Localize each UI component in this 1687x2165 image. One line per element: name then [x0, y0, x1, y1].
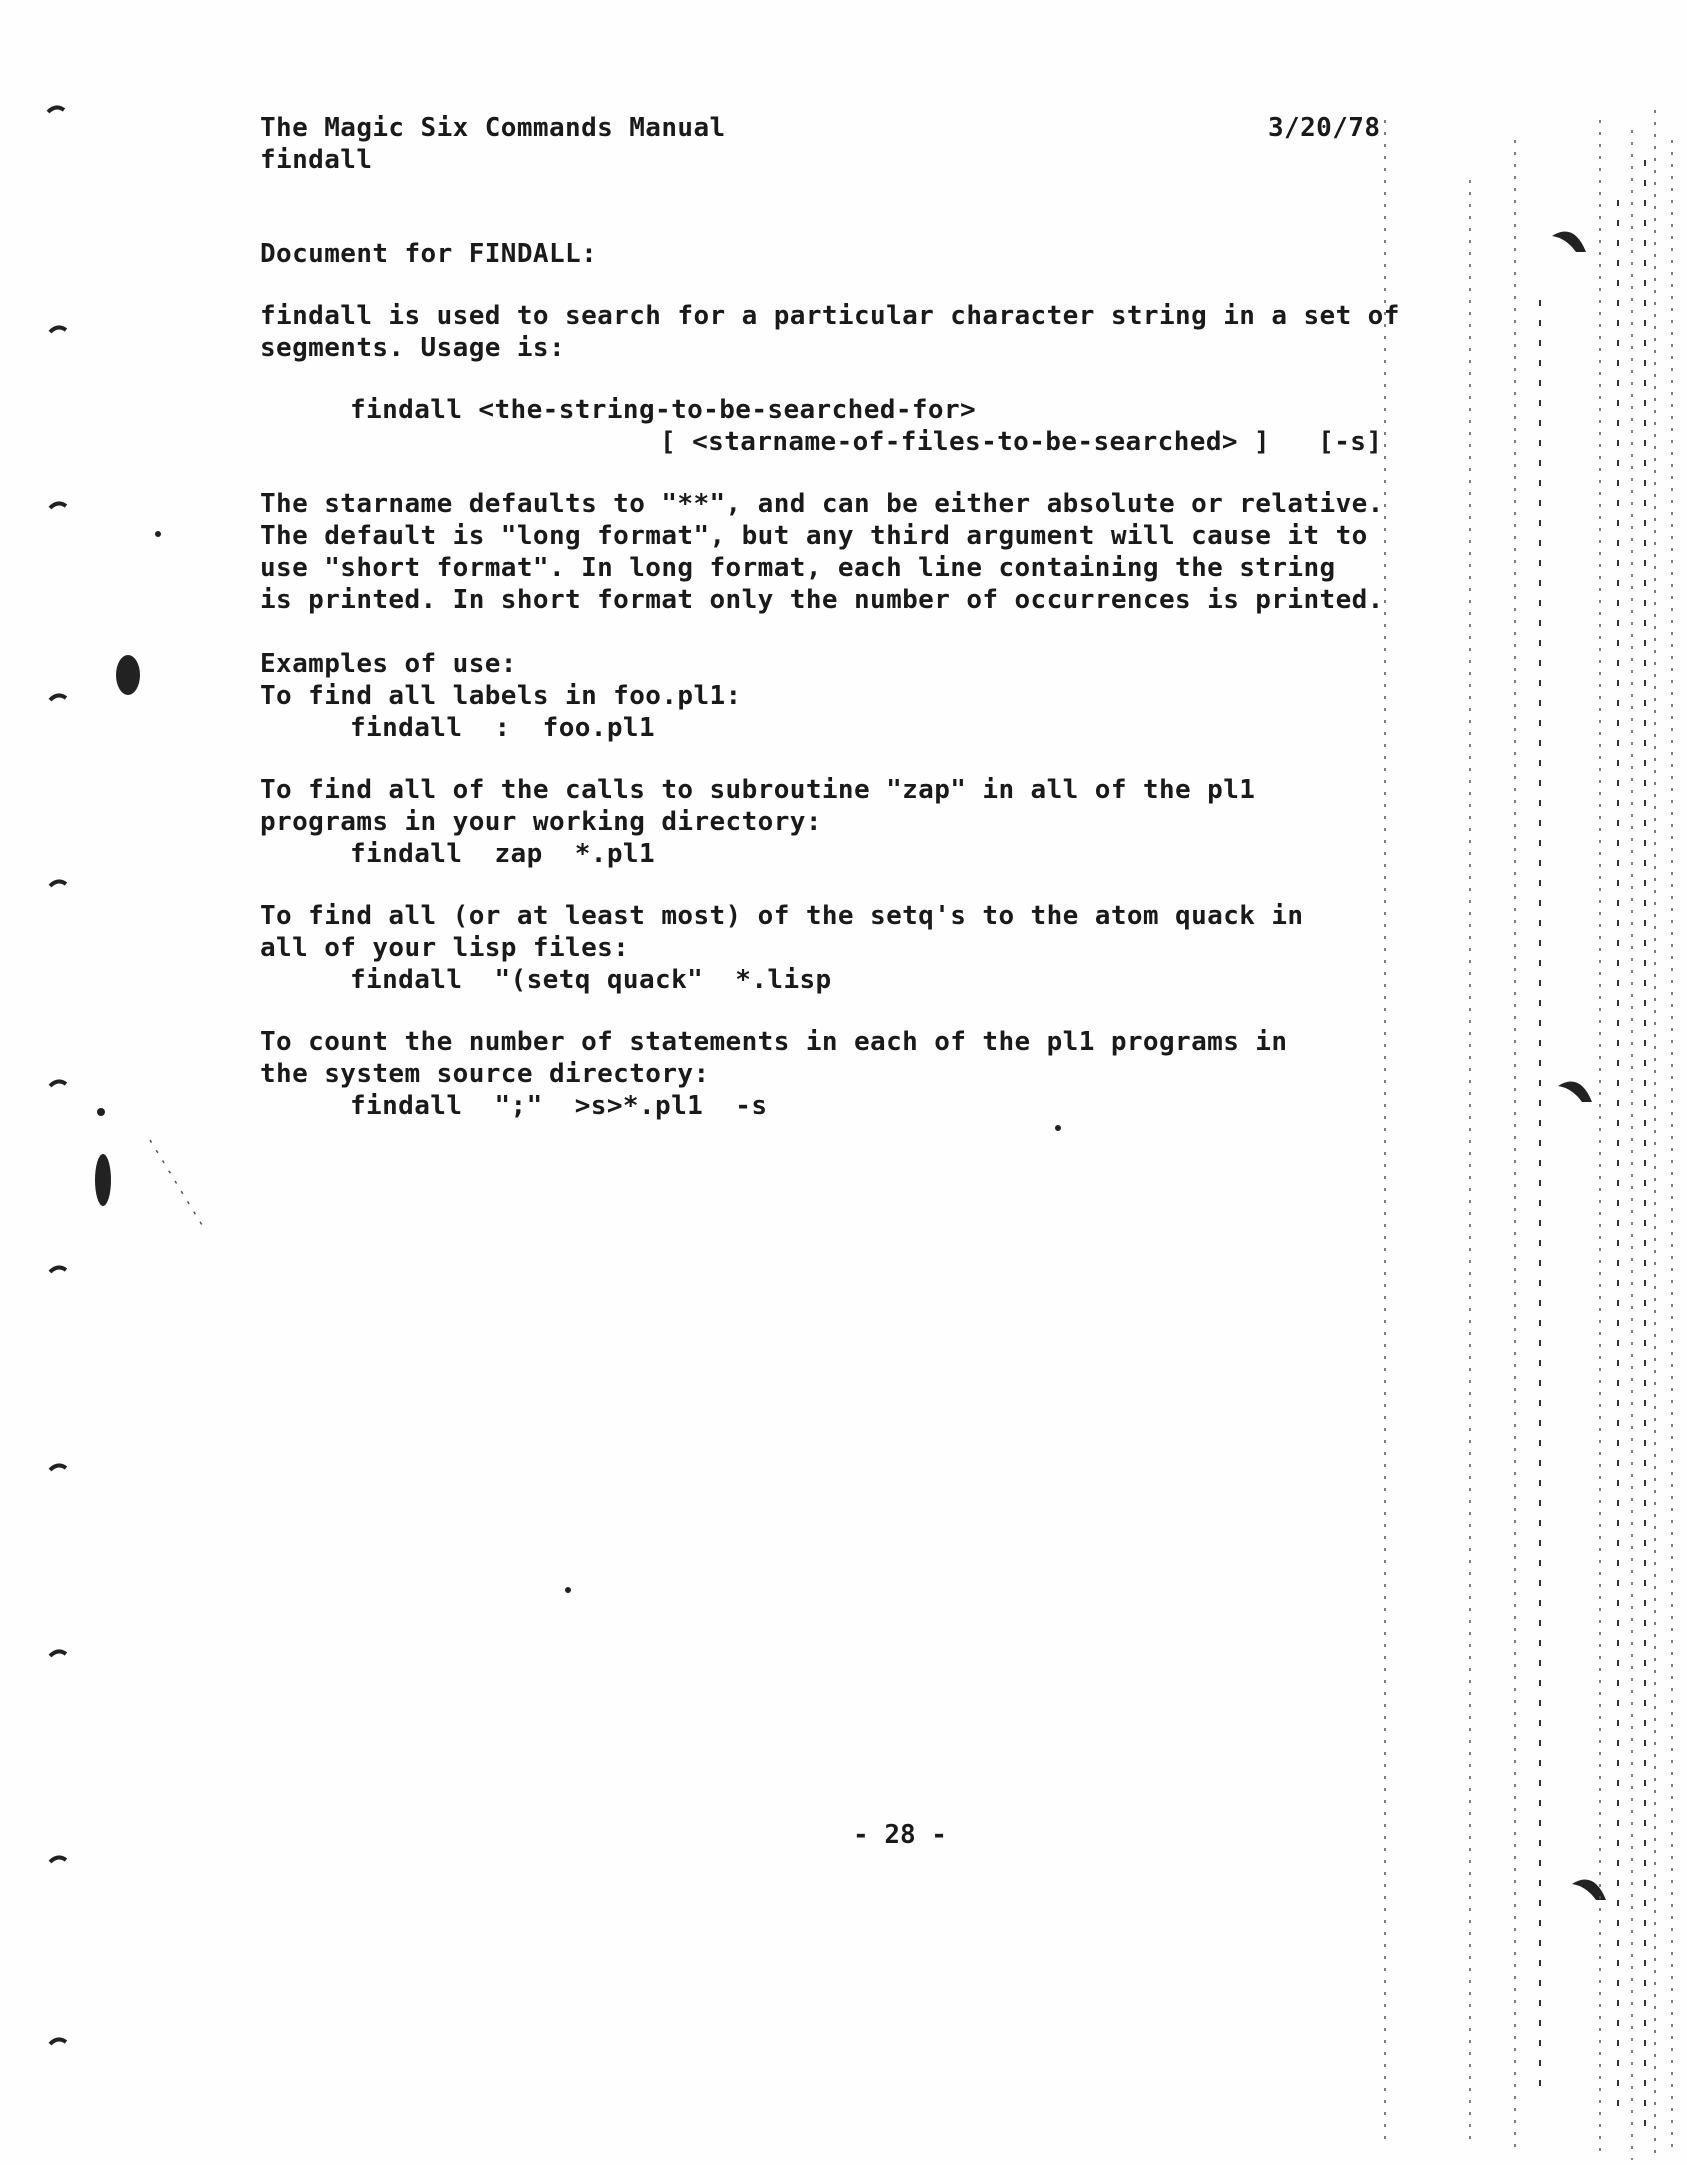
example-description: To find all of the calls to subroutine "zap" in all of the pl1 [260, 775, 1256, 805]
example-description: all of your lisp files: [260, 933, 630, 963]
intro-line: segments. Usage is: [260, 333, 566, 363]
document-title: Document for FINDALL: [260, 239, 598, 269]
example-description: To count the number of statements in each of the pl1 programs in [260, 1027, 1288, 1057]
manual-title: The Magic Six Commands Manual [260, 113, 726, 143]
description-line: use "short format". In long format, each line containing the string [260, 553, 1336, 583]
example-description: programs in your working directory: [260, 807, 822, 837]
usage-line: [ <starname-of-files-to-be-searched> ] [-s] [660, 427, 1383, 457]
description-line: The default is "long format", but any third argument will cause it to [260, 521, 1368, 551]
page-date: 3/20/78 [1268, 113, 1381, 143]
usage-line: findall <the-string-to-be-searched-for> [350, 395, 977, 425]
example-command: findall zap *.pl1 [350, 839, 656, 869]
description-line: The starname defaults to "**", and can be either absolute or relative. [260, 489, 1384, 519]
example-command: findall : foo.pl1 [350, 713, 656, 743]
example-description: the system source directory: [260, 1059, 710, 1089]
examples-heading: Examples of use: [260, 649, 517, 679]
example-description: To find all labels in foo.pl1: [260, 681, 742, 711]
example-command: findall ";" >s>*.pl1 -s [350, 1091, 768, 1121]
example-command: findall "(setq quack" *.lisp [350, 965, 832, 995]
command-name: findall [260, 145, 373, 175]
example-description: To find all (or at least most) of the setq's to the atom quack in [260, 901, 1304, 931]
intro-line: findall is used to search for a particular character string in a set of [260, 301, 1400, 331]
description-line: is printed. In short format only the number of occurrences is printed. [260, 585, 1384, 615]
page-number: - 28 - [853, 1820, 947, 1850]
